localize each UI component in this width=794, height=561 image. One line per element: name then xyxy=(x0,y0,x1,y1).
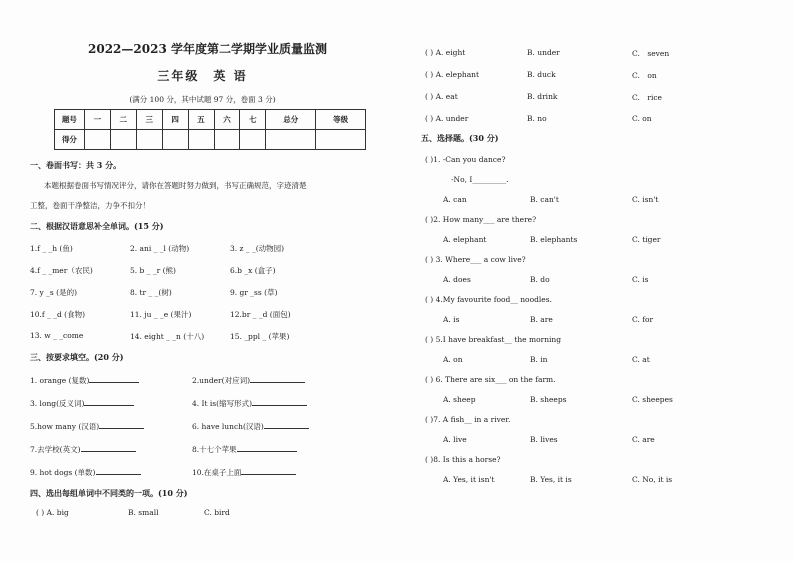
score-input-cell[interactable] xyxy=(136,130,162,150)
question-label: 8.十七个苹果 xyxy=(192,445,237,454)
choice-option[interactable]: C. tiger xyxy=(632,235,661,244)
score-input-cell[interactable] xyxy=(188,130,214,150)
choice-option[interactable]: ( ) A. eight xyxy=(425,48,466,57)
answer-blank[interactable] xyxy=(81,444,136,452)
answer-blank[interactable] xyxy=(84,398,134,406)
choice-option[interactable]: C. on xyxy=(632,114,652,123)
list-item xyxy=(30,243,375,254)
choice-option[interactable]: A. does xyxy=(443,275,471,284)
list-item xyxy=(425,395,770,404)
answer-blank[interactable] xyxy=(264,421,309,429)
list-item xyxy=(30,309,375,320)
section1-body: 本题根据卷面书写情况评分，请你在答题时努力做到，书写正确规范，字迹清楚 xyxy=(44,181,307,190)
choice-option[interactable]: A. on xyxy=(443,355,463,364)
question-label: 2.under(对应词) xyxy=(192,376,250,385)
choice-option[interactable]: B. sheeps xyxy=(530,395,567,404)
list-item xyxy=(425,114,770,123)
question-text: ( ) 6. There are six___ on the farm. xyxy=(425,375,556,384)
list-item xyxy=(425,235,770,244)
list-item xyxy=(425,355,770,364)
question-text: ( )2. How many___ are there? xyxy=(425,215,537,224)
fill-word-item[interactable]: 7. y _s (是的) xyxy=(30,288,77,297)
list-item xyxy=(425,435,770,444)
score-input-cell[interactable] xyxy=(84,130,110,150)
score-table-cell: 五 xyxy=(188,110,214,130)
list-item xyxy=(425,275,770,284)
choice-option[interactable]: C. No, it is xyxy=(632,475,673,484)
section4-title: 四、选出每组单词中不同类的一项。(10 分) xyxy=(30,488,188,498)
choice-option[interactable]: C. seven xyxy=(632,49,670,58)
fill-word-item[interactable]: 2. ani _ _l (动物) xyxy=(130,244,190,253)
choice-option[interactable]: C. bird xyxy=(204,508,230,517)
question-label: 9. hot dogs (单数) xyxy=(30,468,96,477)
score-table-cell: 等级 xyxy=(316,110,366,130)
question-label: 5.how many (汉语) xyxy=(30,422,100,431)
list-item xyxy=(30,508,375,517)
list-item xyxy=(425,475,770,484)
choice-option[interactable]: ( ) A. big xyxy=(36,508,69,517)
fill-word-item[interactable]: 5. b _ _r (熊) xyxy=(130,266,176,275)
exam-subtitle: 三年级 英 语 xyxy=(157,69,248,83)
answer-blank[interactable] xyxy=(237,444,297,452)
score-note: (满分 100 分，其中试题 97 分，卷面 3 分) xyxy=(129,95,276,104)
list-item xyxy=(425,315,770,324)
answer-blank[interactable] xyxy=(99,421,144,429)
choice-option[interactable]: A. Yes, it isn't xyxy=(443,475,495,484)
score-input-cell[interactable] xyxy=(110,130,136,150)
choice-option[interactable]: C. isn't xyxy=(632,195,659,204)
question-label: 7.去学校(英文) xyxy=(30,445,81,454)
choice-option[interactable]: C. rice xyxy=(632,93,662,102)
list-item xyxy=(30,467,375,478)
question-text: ( ) 4.My favourite food__ noodles. xyxy=(425,295,552,304)
question-label: 10.在桌子上面 xyxy=(192,468,242,477)
choice-option[interactable]: A. sheep xyxy=(443,395,476,404)
score-table-header-row xyxy=(55,110,366,130)
score-input-cell[interactable] xyxy=(266,130,316,150)
choice-option[interactable]: B. in xyxy=(530,355,548,364)
fill-word-item[interactable]: 3. z _ _(动物园) xyxy=(230,244,285,253)
choice-option[interactable]: B. do xyxy=(530,275,550,284)
choice-option[interactable]: B. are xyxy=(530,315,553,324)
choice-option[interactable]: C. sheepes xyxy=(632,395,673,404)
score-input-cell[interactable] xyxy=(162,130,188,150)
choice-option[interactable]: C. are xyxy=(632,435,655,444)
section1-body: 工整，卷面干净整洁，力争不扣分！ xyxy=(30,201,150,210)
list-item xyxy=(30,287,375,298)
fill-word-item[interactable]: 12.br _ _d (面包) xyxy=(230,310,291,319)
choice-option[interactable]: A. can xyxy=(443,195,467,204)
score-table-cell: 二 xyxy=(110,110,136,130)
fill-word-item[interactable]: 8. tr _ _(树) xyxy=(130,288,172,297)
question-label: 1. orange (复数) xyxy=(30,376,90,385)
score-table-cell: 题号 xyxy=(55,110,85,130)
question-text: ( ) 3. Where___ a cow live? xyxy=(425,255,526,264)
choice-option[interactable]: A. elephant xyxy=(443,235,487,244)
choice-option[interactable]: A. is xyxy=(443,315,460,324)
choice-option[interactable]: A. live xyxy=(443,435,467,444)
choice-option[interactable]: ( ) A. eat xyxy=(425,92,458,101)
list-item xyxy=(30,398,375,409)
left-column xyxy=(30,40,375,517)
question-text: ( )1. -Can you dance? xyxy=(425,155,506,164)
answer-blank[interactable] xyxy=(250,375,305,383)
answer-blank[interactable] xyxy=(252,398,307,406)
fill-word-item[interactable]: 10.f _ _d (食物) xyxy=(30,310,86,319)
fill-word-item[interactable]: 13. w _ _come xyxy=(30,331,84,340)
list-item xyxy=(30,421,375,432)
choice-option[interactable]: ( ) A. under xyxy=(425,114,469,123)
question-label: 4. It is(缩写形式) xyxy=(192,399,252,408)
score-table-score-row xyxy=(55,130,366,150)
list-item xyxy=(30,444,375,455)
score-table-cell: 七 xyxy=(240,110,266,130)
choice-option[interactable]: B. elephants xyxy=(530,235,578,244)
choice-option[interactable]: B. drink xyxy=(527,92,558,101)
choice-option[interactable]: B. Yes, it is xyxy=(530,475,572,484)
choice-option[interactable]: C. on xyxy=(632,71,657,80)
question-text: ( )8. Is this a horse? xyxy=(425,455,501,464)
list-item xyxy=(30,331,375,342)
score-table xyxy=(54,109,366,150)
answer-blank[interactable] xyxy=(89,375,139,383)
score-table-cell: 四 xyxy=(162,110,188,130)
score-table-cell: 六 xyxy=(214,110,240,130)
choice-option[interactable]: B. lives xyxy=(530,435,558,444)
fill-word-item[interactable]: 1.f _ _h (鱼) xyxy=(30,244,73,253)
list-item xyxy=(425,92,770,103)
fill-word-item[interactable]: 15. _ppl _ (苹果) xyxy=(230,332,290,341)
exam-title: 2022—2023 学年度第二学期学业质量监测 xyxy=(88,42,327,56)
score-input-cell[interactable] xyxy=(316,130,366,150)
list-item xyxy=(30,375,375,386)
choice-option[interactable]: B. under xyxy=(527,48,560,57)
fill-word-item[interactable]: 4.f _ _mer（农民) xyxy=(30,266,93,275)
score-table-cell: 得分 xyxy=(55,130,85,150)
score-table-cell: 一 xyxy=(84,110,110,130)
question-label: 6. have lunch(汉语) xyxy=(192,422,264,431)
fill-word-item[interactable]: 9. gr _ss (草) xyxy=(230,288,278,297)
fill-word-item[interactable]: 14. eight _ _n (十八) xyxy=(130,332,205,341)
fill-word-item[interactable]: 6.b _x (盒子) xyxy=(230,266,276,275)
score-input-cell[interactable] xyxy=(240,130,266,150)
choice-option[interactable]: B. duck xyxy=(527,70,556,79)
right-column xyxy=(421,48,770,484)
choice-option[interactable]: B. small xyxy=(128,508,159,517)
list-item xyxy=(425,48,770,59)
score-input-cell[interactable] xyxy=(214,130,240,150)
choice-option[interactable]: ( ) A. elephant xyxy=(425,70,480,79)
choice-option[interactable]: B. no xyxy=(527,114,547,123)
answer-blank[interactable] xyxy=(96,467,141,475)
section1-title: 一、卷面书写：共 3 分。 xyxy=(30,160,122,170)
list-item xyxy=(425,70,770,81)
score-table-cell: 三 xyxy=(136,110,162,130)
choice-option[interactable]: C. at xyxy=(632,355,650,364)
section5-title: 五、选择题。(30 分) xyxy=(421,133,499,143)
fill-word-item[interactable]: 11. ju _ _e (果汁) xyxy=(130,310,192,319)
section3-title: 三、按要求填空。(20 分) xyxy=(30,352,124,362)
section3-list xyxy=(30,375,375,478)
choice-option[interactable]: B. can't xyxy=(530,195,559,204)
question-label: 3. long(反义词) xyxy=(30,399,85,408)
answer-blank[interactable] xyxy=(241,467,296,475)
section2-list xyxy=(30,243,375,342)
list-item xyxy=(425,195,770,204)
question-text: ( ) 5.I have breakfast__ the morning xyxy=(425,335,562,344)
score-table-cell: 总分 xyxy=(266,110,316,130)
choice-option[interactable]: C. for xyxy=(632,315,654,324)
choice-option[interactable]: C. is xyxy=(632,275,649,284)
list-item xyxy=(30,265,375,276)
section2-title: 二、根据汉语意思补全单词。(15 分) xyxy=(30,221,164,231)
question-text: ( )7. A fish__ in a river. xyxy=(425,415,511,424)
question-text: -No, I_________. xyxy=(451,175,509,184)
